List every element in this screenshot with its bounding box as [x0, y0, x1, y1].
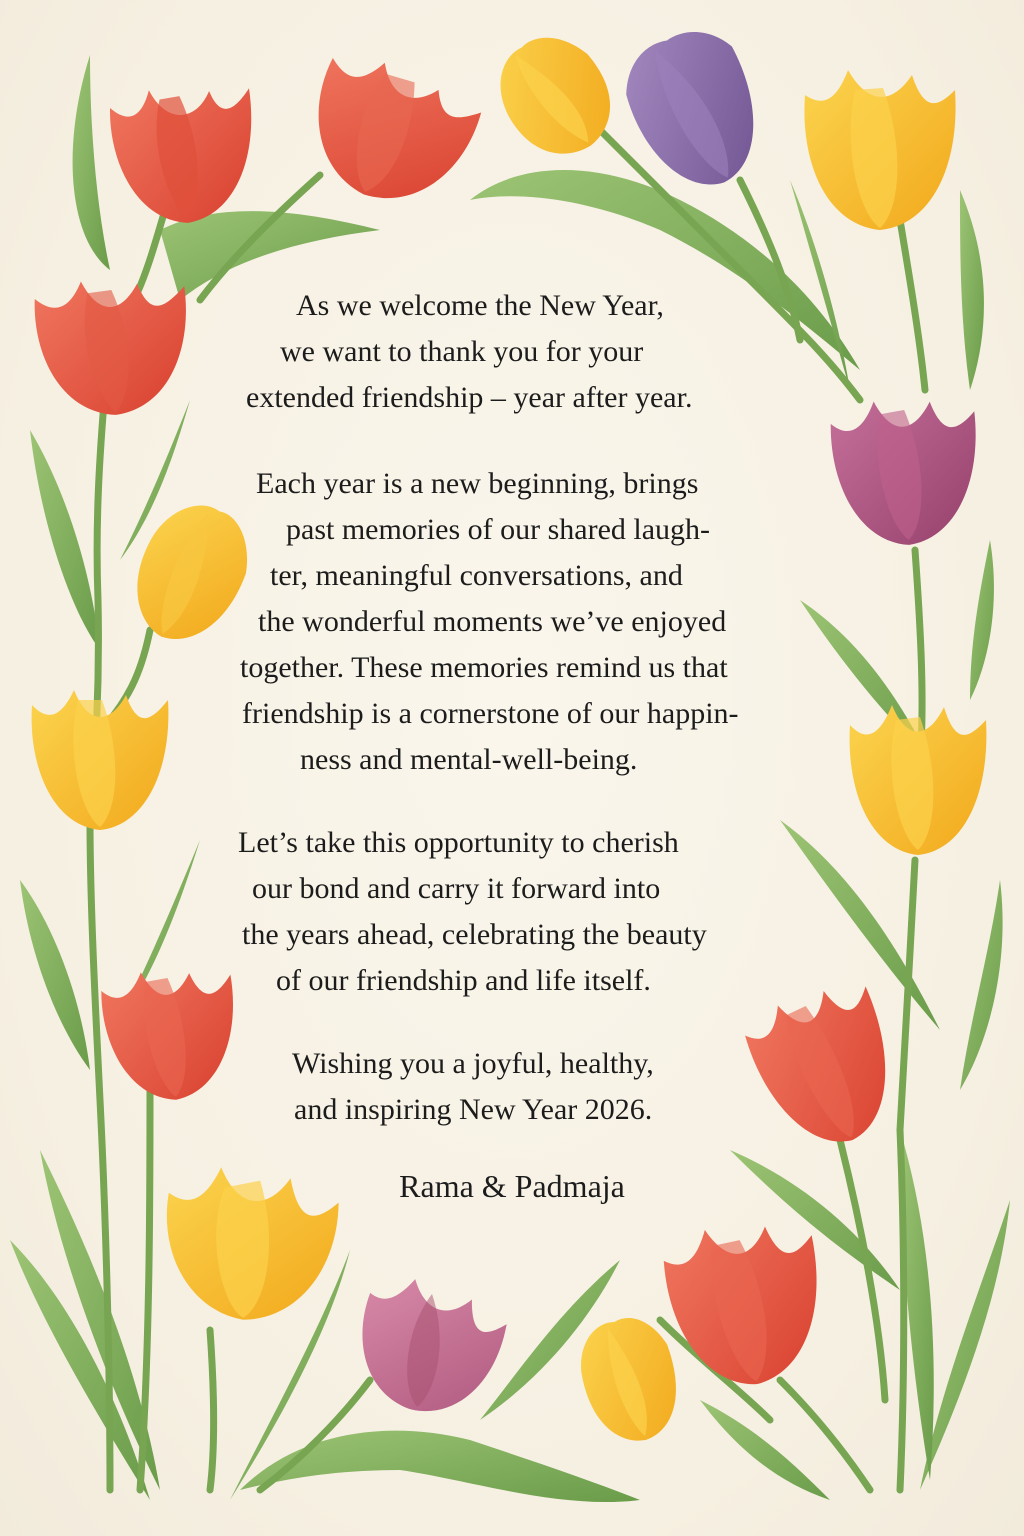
message-line: past memories of our shared laugh- [286, 513, 711, 546]
message-line: our bond and carry it forward into [252, 872, 661, 905]
tulip-magenta-right [829, 396, 981, 548]
message-line: together. These memories remind us that [240, 651, 728, 684]
message-line: Wishing you a joyful, healthy, [292, 1047, 654, 1080]
message-line: of our friendship and life itself. [276, 964, 651, 997]
tulip-purple-top [612, 17, 780, 204]
message-line: extended friendship – year after year. [246, 381, 693, 414]
message-line: and inspiring New Year 2026. [294, 1093, 653, 1126]
tulip-red-left-upper [33, 276, 191, 419]
tulip-red-left-lower [99, 965, 241, 1106]
tulip-yellow-top-bud [480, 18, 632, 175]
message-line: ness and mental-well-being. [300, 743, 638, 776]
message-line: ter, meaningful conversations, and [270, 559, 683, 592]
message-line: the wonderful moments we’ve enjoyed [258, 605, 727, 638]
message-line: Each year is a new beginning, brings [256, 467, 699, 500]
tulip-red-right-lower [739, 975, 914, 1163]
tulip-red-top-left [108, 83, 258, 228]
tulip-red-top [289, 44, 486, 224]
tulip-yellow-left-bud [115, 489, 266, 658]
tulip-pink-bottom [343, 1269, 512, 1428]
message-line: we want to thank you for your [280, 335, 644, 368]
message-line: friendship is a cornerstone of our happin- [242, 697, 739, 730]
message-line: the years ahead, celebrating the beauty [242, 918, 707, 951]
message-line: As we welcome the New Year, [296, 289, 664, 322]
tulip-red-bottom-right [660, 1215, 832, 1394]
tulip-yellow-left [32, 690, 169, 830]
tulip-yellow-top-right [804, 70, 955, 230]
signature: Rama & Padmaja [399, 1168, 625, 1204]
message-line: Let’s take this opportunity to cherish [238, 826, 679, 859]
tulip-yellow-right [850, 705, 987, 855]
